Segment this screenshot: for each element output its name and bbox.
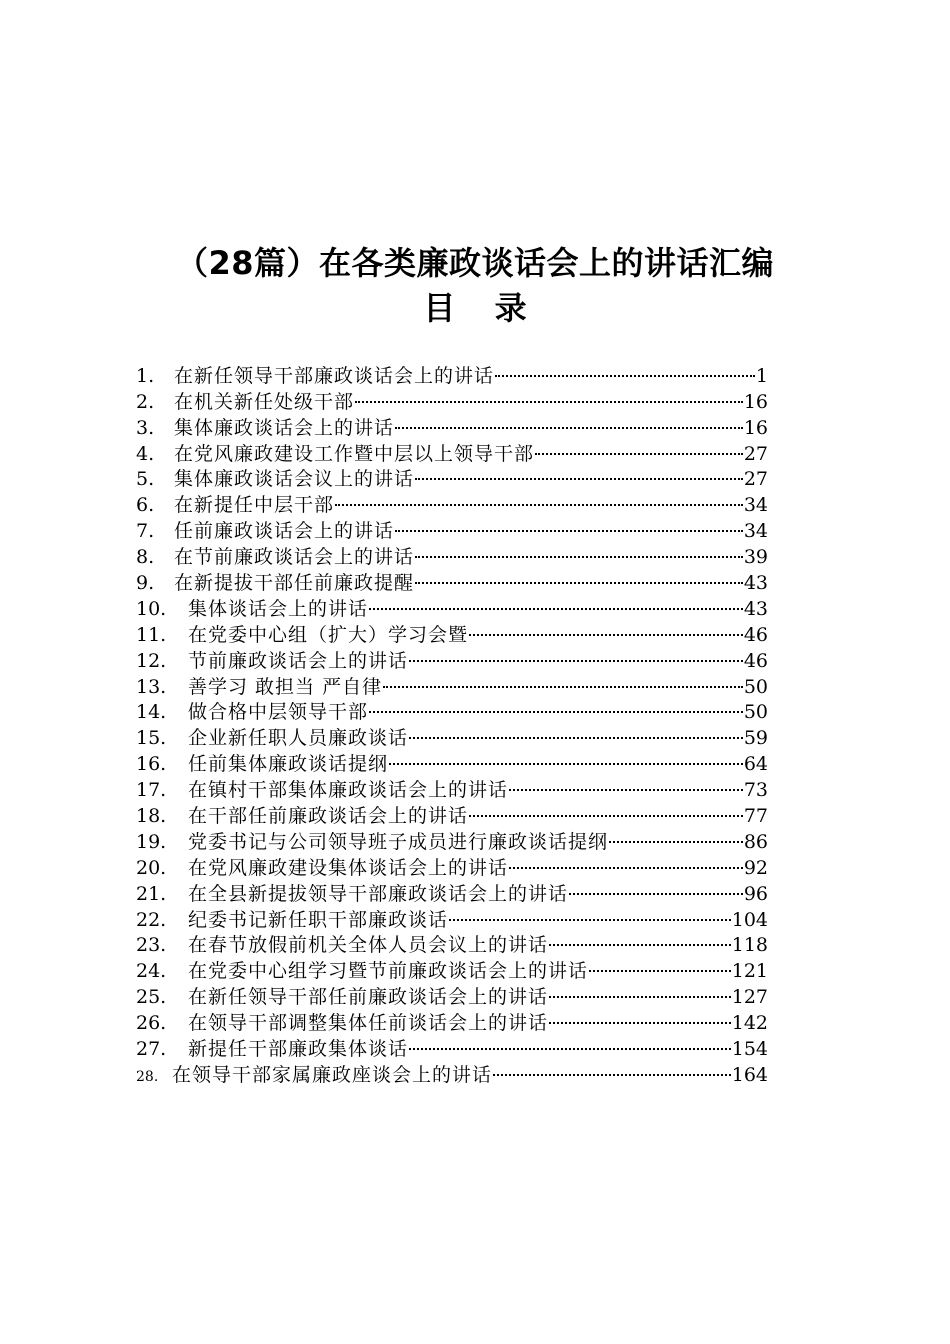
toc-entry-title: 纪委书记新任职干部廉政谈话: [188, 908, 449, 931]
toc-entry-number: 16.: [136, 753, 167, 776]
toc-leader-dots: [415, 460, 743, 486]
toc-entry-number: 3.: [136, 416, 155, 439]
toc-entry-number: 8.: [136, 546, 155, 569]
toc-entry-page: 118: [731, 934, 768, 957]
toc-leader-dots: [409, 1029, 731, 1055]
toc-entry-title: 在全县新提拔领导干部廉政谈话会上的讲话: [188, 882, 569, 905]
toc-entry-title: 集体廉政谈话会议上的讲话: [174, 468, 415, 491]
toc-entry-number: 28.: [136, 1068, 159, 1085]
toc-entry-title: 在新任领导干部任前廉政谈话会上的讲话: [188, 986, 549, 1009]
toc-leader-dots: [495, 356, 755, 382]
toc-entry-title: 新提任干部廉政集体谈话: [188, 1038, 409, 1061]
toc-entry-page: 39: [743, 546, 768, 569]
toc-leader-dots: [493, 1055, 731, 1081]
toc-entry-page: 27: [743, 468, 768, 491]
toc-entry-title: 节前廉政谈话会上的讲话: [188, 649, 409, 672]
toc-entry-number: 2.: [136, 390, 155, 413]
toc-leader-dots: [535, 434, 743, 460]
toc-entry-title: 在党风廉政建设工作暨中层以上领导干部: [174, 442, 535, 465]
toc-entry-page: 16: [743, 390, 768, 413]
toc-leader-dots: [415, 537, 743, 563]
toc-leader-dots: [409, 718, 743, 744]
toc-leader-dots: [589, 951, 731, 977]
toc-entry-page: 127: [731, 986, 768, 1009]
toc-leader-dots: [609, 822, 743, 848]
toc-entry-number: 5.: [136, 468, 155, 491]
toc-entry-page: 46: [743, 649, 768, 672]
toc-entry-page: 43: [743, 572, 768, 595]
toc-leader-dots: [509, 848, 743, 874]
toc-entry-title: 集体廉政谈话会上的讲话: [174, 416, 395, 439]
toc-leader-dots: [395, 408, 743, 434]
toc-entry-title: 在领导干部家属廉政座谈会上的讲话: [172, 1063, 493, 1086]
toc-entry-title: 在新提拔干部任前廉政提醒: [174, 572, 415, 595]
toc-entry-page: 64: [743, 753, 768, 776]
toc-entry-title: 在干部任前廉政谈话会上的讲话: [188, 805, 469, 828]
toc-entry-page: 43: [743, 597, 768, 620]
toc-entry-page: 77: [743, 805, 768, 828]
toc-entry-number: 9.: [136, 572, 155, 595]
toc-entry-title: 善学习 敢担当 严自律: [188, 675, 383, 698]
toc-leader-dots: [569, 874, 743, 900]
toc-entry-page: 50: [743, 675, 768, 698]
toc-entry-page: 73: [743, 779, 768, 802]
toc-entry-page: 34: [743, 520, 768, 543]
toc-entry-number: 14.: [136, 701, 167, 724]
toc-leader-dots: [395, 511, 743, 537]
toc-entry-number: 22.: [136, 908, 167, 931]
toc-leader-dots: [409, 641, 743, 667]
toc-entry-number: 15.: [136, 727, 167, 750]
toc-entry-number: 18.: [136, 805, 167, 828]
toc-entry-title: 在领导干部调整集体任前谈话会上的讲话: [188, 1012, 549, 1035]
toc-leader-dots: [469, 615, 743, 641]
toc-entry-page: 16: [743, 416, 768, 439]
toc-entry-number: 10.: [136, 597, 167, 620]
toc-entry-page: 34: [743, 494, 768, 517]
toc-leader-dots: [355, 382, 743, 408]
toc-leader-dots: [389, 744, 743, 770]
toc-entry-title: 在春节放假前机关全体人员会议上的讲话: [188, 934, 549, 957]
toc-entry-title: 企业新任职人员廉政谈话: [188, 727, 409, 750]
toc-entry-page: 92: [743, 856, 768, 879]
toc-entry-number: 23.: [136, 934, 167, 957]
toc-entry-title: 任前廉政谈话会上的讲话: [174, 520, 395, 543]
toc-entry-page: 50: [743, 701, 768, 724]
toc-entry-title: 在机关新任处级干部: [174, 390, 355, 413]
toc-entry-number: 13.: [136, 675, 167, 698]
toc-leader-dots: [469, 796, 743, 822]
toc-leader-dots: [549, 977, 731, 1003]
toc-entry-title: 做合格中层领导干部: [188, 701, 369, 724]
toc-heading: 目 录: [423, 289, 527, 327]
toc-entry-page: 96: [743, 882, 768, 905]
toc-leader-dots: [549, 1003, 731, 1029]
table-of-contents: [136, 356, 768, 1086]
toc-entry-number: 17.: [136, 779, 167, 802]
document-title: （28篇）在各类廉政谈话会上的讲话汇编: [175, 244, 775, 282]
toc-entry-title: 任前集体廉政谈话提纲: [188, 753, 389, 776]
toc-entry-page: 86: [743, 830, 768, 853]
toc-entry-page: 27: [743, 442, 768, 465]
toc-entry-number: 19.: [136, 830, 167, 853]
toc-entry-number: 4.: [136, 442, 155, 465]
toc-entry-page: 142: [731, 1012, 768, 1035]
toc-entry-number: 1.: [136, 364, 155, 387]
toc-entry-number: 21.: [136, 882, 167, 905]
toc-entry[interactable]: [136, 356, 768, 387]
toc-entry-number: 20.: [136, 856, 167, 879]
toc-entry-title: 党委书记与公司领导班子成员进行廉政谈话提纲: [188, 830, 609, 853]
toc-entry-title: 在党委中心组学习暨节前廉政谈话会上的讲话: [188, 960, 589, 983]
toc-entry-number: 24.: [136, 960, 167, 983]
toc-leader-dots: [415, 563, 743, 589]
toc-leader-dots: [383, 667, 743, 693]
toc-leader-dots: [335, 485, 743, 511]
toc-entry-title: 集体谈话会上的讲话: [188, 597, 369, 620]
toc-entry-page: 1: [755, 364, 768, 387]
toc-entry-number: 6.: [136, 494, 155, 517]
toc-entry-page: 154: [731, 1038, 768, 1061]
toc-entry-title: 在新提任中层干部: [174, 494, 335, 517]
toc-entry-page: 164: [731, 1063, 768, 1086]
toc-entry-number: 27.: [136, 1038, 167, 1061]
toc-entry-number: 12.: [136, 649, 167, 672]
toc-entry-page: 121: [731, 960, 768, 983]
toc-entry-title: 在党委中心组（扩大）学习会暨: [188, 623, 469, 646]
toc-entry-title: 在镇村干部集体廉政谈话会上的讲话: [188, 779, 509, 802]
toc-leader-dots: [509, 770, 743, 796]
toc-entry-title: 在节前廉政谈话会上的讲话: [174, 546, 415, 569]
toc-leader-dots: [549, 926, 731, 952]
toc-entry-number: 25.: [136, 986, 167, 1009]
toc-entry-title: 在党风廉政建设集体谈话会上的讲话: [188, 856, 509, 879]
toc-leader-dots: [449, 900, 731, 926]
toc-leader-dots: [369, 693, 743, 719]
toc-entry-page: 59: [743, 727, 768, 750]
toc-entry-title: 在新任领导干部廉政谈话会上的讲话: [174, 364, 495, 387]
toc-entry-number: 26.: [136, 1012, 167, 1035]
toc-entry-page: 46: [743, 623, 768, 646]
toc-entry-number: 7.: [136, 520, 155, 543]
toc-entry-page: 104: [731, 908, 768, 931]
toc-leader-dots: [369, 589, 743, 615]
toc-entry-number: 11.: [136, 623, 167, 646]
